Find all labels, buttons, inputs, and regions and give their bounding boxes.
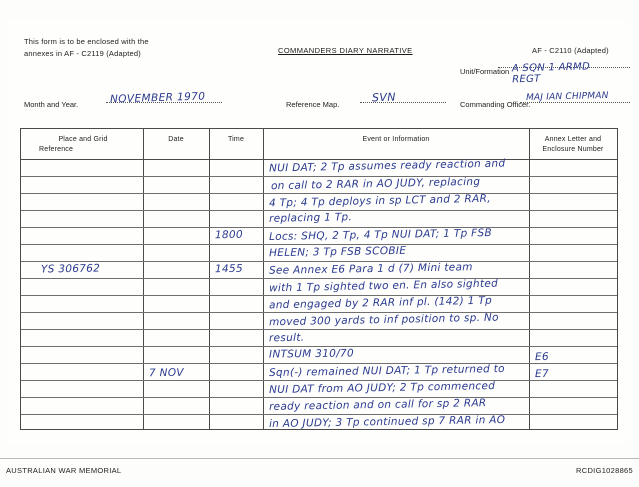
commanding-officer-value: MAJ IAN CHIPMAN bbox=[525, 90, 609, 104]
row-divider bbox=[21, 312, 617, 313]
table-row: 4 Tp; 4 Tp deploys in sp LCT and 2 RAR, bbox=[268, 192, 491, 210]
diary-table bbox=[20, 128, 618, 430]
column-header-annex bbox=[529, 135, 617, 155]
table-row: moved 300 yards to inf position to sp. No bbox=[268, 311, 499, 329]
row-divider bbox=[21, 346, 617, 347]
column-divider-4 bbox=[529, 129, 530, 429]
cell-time: 1455 bbox=[214, 262, 244, 276]
header-row-divider bbox=[21, 159, 617, 160]
table-row: ready reaction and on call for sp 2 RAR bbox=[268, 397, 487, 413]
table-row: in AO JUDY; 3 Tp continued sp 7 RAR in AO bbox=[268, 413, 506, 431]
column-header-place-line2: Reference bbox=[39, 146, 74, 153]
table-row: Sqn(-) remained NUI DAT; 1 Tp returned to bbox=[268, 362, 505, 380]
column-divider-1 bbox=[143, 129, 144, 429]
cell-annex: E6 bbox=[534, 350, 550, 364]
reference-map-value: SVN bbox=[371, 90, 397, 105]
row-divider bbox=[21, 227, 617, 228]
unit-value: A SQN 1 ARMD REGT bbox=[511, 61, 591, 86]
column-header-place-line1: Place and Grid bbox=[58, 136, 108, 143]
row-divider bbox=[21, 176, 617, 177]
form-instruction-line-1: This form is to be enclosed with the bbox=[24, 37, 149, 46]
row-divider bbox=[21, 380, 617, 381]
table-row: with 1 Tp sighted two en. En also sighted bbox=[268, 277, 499, 295]
row-divider bbox=[21, 244, 617, 245]
table-row: on call to 2 RAR in AO JUDY, replacing bbox=[270, 175, 481, 193]
footer-institution: AUSTRALIAN WAR MEMORIAL bbox=[6, 466, 122, 475]
column-divider-2 bbox=[209, 129, 210, 429]
footer-reference-id: RCDIG1028865 bbox=[576, 466, 633, 475]
column-header-place bbox=[35, 135, 131, 155]
month-label: Month and Year. bbox=[24, 100, 79, 109]
table-row: HELEN; 3 Tp FSB SCOBIE bbox=[268, 244, 407, 260]
cell-time: 1800 bbox=[214, 228, 244, 242]
form-instruction-line-2: annexes in AF - C2119 (Adapted) bbox=[24, 49, 141, 58]
cell-annex: E7 bbox=[534, 367, 550, 381]
column-header-time: Time bbox=[227, 136, 245, 143]
column-header-date: Date bbox=[168, 136, 184, 143]
column-header-annex-line1: Annex Letter and bbox=[544, 136, 602, 143]
row-divider bbox=[21, 278, 617, 279]
row-divider bbox=[21, 414, 617, 415]
table-row: result. bbox=[268, 331, 305, 345]
row-divider bbox=[21, 261, 617, 262]
month-value: NOVEMBER 1970 bbox=[109, 90, 206, 106]
column-header-annex-line2: Enclosure Number bbox=[542, 146, 604, 153]
row-divider bbox=[21, 295, 617, 296]
form-sheet bbox=[8, 20, 630, 445]
row-divider bbox=[21, 193, 617, 194]
table-row: and engaged by 2 RAR inf pl. (142) 1 Tp bbox=[268, 294, 493, 312]
table-row: NUI DAT from AO JUDY; 2 Tp commenced bbox=[268, 380, 496, 396]
row-divider bbox=[21, 397, 617, 398]
table-row: replacing 1 Tp. bbox=[268, 211, 353, 225]
table-row: See Annex E6 Para 1 d (7) Mini team bbox=[268, 261, 473, 277]
cell-place: YS 306762 bbox=[40, 262, 101, 276]
cell-date: 7 NOV bbox=[148, 366, 184, 380]
table-row: INTSUM 310/70 bbox=[268, 347, 355, 361]
form-number: AF - C2110 (Adapted) bbox=[532, 46, 609, 55]
table-row: NUI DAT; 2 Tp assumes ready reaction and bbox=[268, 157, 506, 175]
commanding-officer-label: Commanding Officer. bbox=[460, 100, 531, 109]
footer-divider bbox=[0, 458, 639, 459]
row-divider bbox=[21, 329, 617, 330]
row-divider bbox=[21, 363, 617, 364]
document-title: COMMANDERS DIARY NARRATIVE bbox=[278, 46, 413, 55]
column-divider-3 bbox=[263, 129, 264, 429]
unit-label: Unit/Formation bbox=[460, 67, 510, 76]
form-header bbox=[20, 36, 620, 118]
table-row: Locs: SHQ, 2 Tp, 4 Tp NUI DAT; 1 Tp FSB bbox=[268, 227, 493, 243]
reference-map-label: Reference Map. bbox=[286, 100, 340, 109]
column-header-event: Event or Information bbox=[362, 136, 430, 143]
form-instruction bbox=[24, 36, 214, 60]
